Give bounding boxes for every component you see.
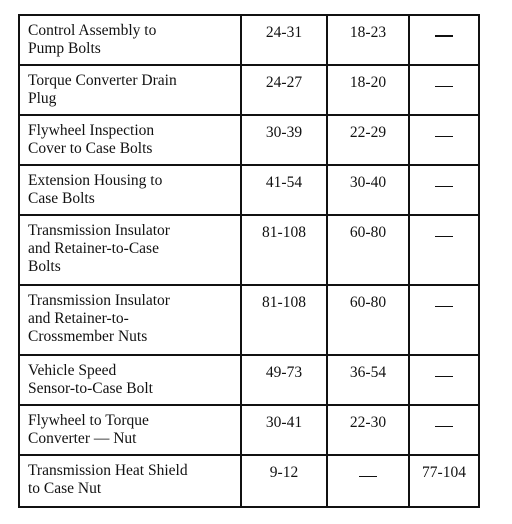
component-line: to Case Nut <box>28 480 102 497</box>
component-line: Sensor-to-Case Bolt <box>28 380 153 397</box>
ftlb-cell: 60-80 <box>327 215 409 285</box>
inlb-cell <box>409 215 479 285</box>
component-cell <box>19 215 241 285</box>
component-cell <box>19 405 241 455</box>
nm-cell: 81-108 <box>241 215 327 285</box>
component-line: Transmission Insulator <box>28 292 170 309</box>
not-applicable-dash <box>435 306 453 307</box>
component-line: and Retainer-to- <box>28 310 129 327</box>
component-line: Pump Bolts <box>28 40 101 57</box>
component-cell <box>19 15 241 65</box>
component-cell <box>19 115 241 165</box>
ftlb-cell: 18-20 <box>327 65 409 115</box>
inlb-cell <box>409 115 479 165</box>
nm-cell: 30-41 <box>241 405 327 455</box>
inlb-cell <box>409 405 479 455</box>
nm-cell: 49-73 <box>241 355 327 405</box>
not-applicable-dash <box>435 86 453 87</box>
nm-cell: 81-108 <box>241 285 327 355</box>
component-cell <box>19 285 241 355</box>
not-applicable-dash <box>435 236 453 237</box>
ftlb-cell: 60-80 <box>327 285 409 355</box>
torque-spec-table <box>18 14 480 508</box>
component-line: Cover to Case Bolts <box>28 140 153 157</box>
table-row <box>19 215 479 285</box>
table-row <box>19 15 479 65</box>
component-cell <box>19 165 241 215</box>
table-row <box>19 65 479 115</box>
inlb-cell <box>409 355 479 405</box>
component-line: and Retainer-to-Case <box>28 240 159 257</box>
component-line: Converter — Nut <box>28 430 137 447</box>
component-cell <box>19 355 241 405</box>
not-applicable-dash <box>359 476 377 477</box>
component-line: Flywheel Inspection <box>28 122 155 139</box>
nm-cell: 24-31 <box>241 15 327 65</box>
nm-cell: 41-54 <box>241 165 327 215</box>
ftlb-cell: 18-23 <box>327 15 409 65</box>
not-applicable-dash <box>435 426 453 427</box>
table-row <box>19 455 479 507</box>
component-line: Vehicle Speed <box>28 362 117 379</box>
ftlb-cell <box>327 455 409 507</box>
inlb-cell <box>409 165 479 215</box>
table-row <box>19 405 479 455</box>
nm-cell: 24-27 <box>241 65 327 115</box>
component-line: Transmission Heat Shield <box>28 462 188 479</box>
component-line: Torque Converter Drain <box>28 72 177 89</box>
not-applicable-dash <box>435 376 453 377</box>
component-line: Case Bolts <box>28 190 95 207</box>
component-line: Transmission Insulator <box>28 222 170 239</box>
component-line: Flywheel to Torque <box>28 412 149 429</box>
ftlb-cell: 30-40 <box>327 165 409 215</box>
not-applicable-dash <box>435 186 453 187</box>
component-line: Extension Housing to <box>28 172 163 189</box>
not-applicable-dash <box>435 136 453 137</box>
table-row <box>19 355 479 405</box>
not-applicable-dash <box>435 35 453 37</box>
table-row <box>19 165 479 215</box>
ftlb-cell: 22-29 <box>327 115 409 165</box>
inlb-cell <box>409 15 479 65</box>
component-line: Crossmember Nuts <box>28 328 148 345</box>
component-line: Bolts <box>28 258 61 275</box>
inlb-cell <box>409 285 479 355</box>
component-line: Control Assembly to <box>28 22 157 39</box>
nm-cell: 9-12 <box>241 455 327 507</box>
nm-cell: 30-39 <box>241 115 327 165</box>
ftlb-cell: 36-54 <box>327 355 409 405</box>
inlb-cell <box>409 65 479 115</box>
table-row <box>19 115 479 165</box>
table-row <box>19 285 479 355</box>
inlb-cell: 77-104 <box>409 455 479 507</box>
component-cell <box>19 455 241 507</box>
ftlb-cell: 22-30 <box>327 405 409 455</box>
component-cell <box>19 65 241 115</box>
component-line: Plug <box>28 90 57 107</box>
